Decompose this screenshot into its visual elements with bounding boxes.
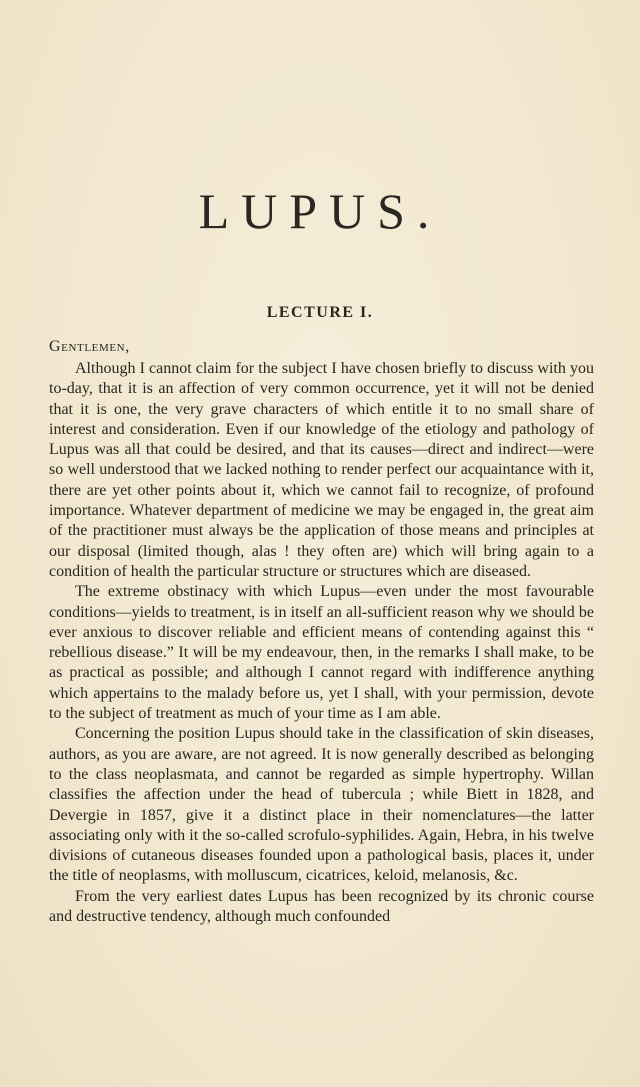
- salutation: Gentlemen,: [49, 338, 130, 355]
- paragraph-2: The extreme obstinacy with which Lupus—even under the most favourable conditions—yields to treatment, is in itself an all-sufficient reason why we should be ever anxious to discover reliable and efficient means of contending against this “ rebellious disease.” It will be my endeavour, then, in the remarks I shall make, to be as practical as possible; and although I cannot regard with indifference anything which appertains to the malady before us, yet I shall, with your permission, devote to the subject of treatment as much of your time as I am able.: [49, 583, 594, 723]
- paragraph-1: Although I cannot claim for the subject I have chosen briefly to discuss with you to-day, that it is an affection of very common occurrence, yet it will not be denied that it is one, the very grave characters of which entitle it to no small share of interest and consideration. Even if our knowledge of the etiology and pathology of Lupus was all that could be desired, and that its causes—direct and indirect—were so well understood that we lacked nothing to render perfect our acquaintance with it, there are yet other points about it, which we cannot fail to recognize, of profound importance. Whatever department of medicine we may be engaged in, the great aim of the practitioner must always be the application of those means and principles at our disposal (limited though, alas ! they often are) which will bring again to a condition of health the particular structure or structures which are diseased.: [49, 360, 594, 580]
- body-text: [49, 359, 594, 927]
- paragraph-3: Concerning the position Lupus should take in the classification of skin diseases, authors, as you are aware, are not agreed. It is now generally described as belonging to the class neoplasmata, and cannot be regarded as simple hypertrophy. Willan classifies the affection under the head of tubercula ; while Biett in 1828, and Devergie in 1857, give it a distinct place in their nomenclatures—the latter associating only with it the so-called scrofulo-syphilides. Again, Hebra, in his twelve divisions of cutaneous diseases founded upon a pathological basis, places it, under the title of neoplasms, with molluscum, cicatrices, keloid, melanosis, &c.: [49, 725, 594, 885]
- page-title: LUPUS.: [198, 183, 442, 239]
- paragraph-4: From the very earliest dates Lupus has been recognized by its chronic course and destructive tendency, although much confounded: [49, 887, 594, 926]
- lecture-heading: LECTURE I.: [266, 304, 374, 321]
